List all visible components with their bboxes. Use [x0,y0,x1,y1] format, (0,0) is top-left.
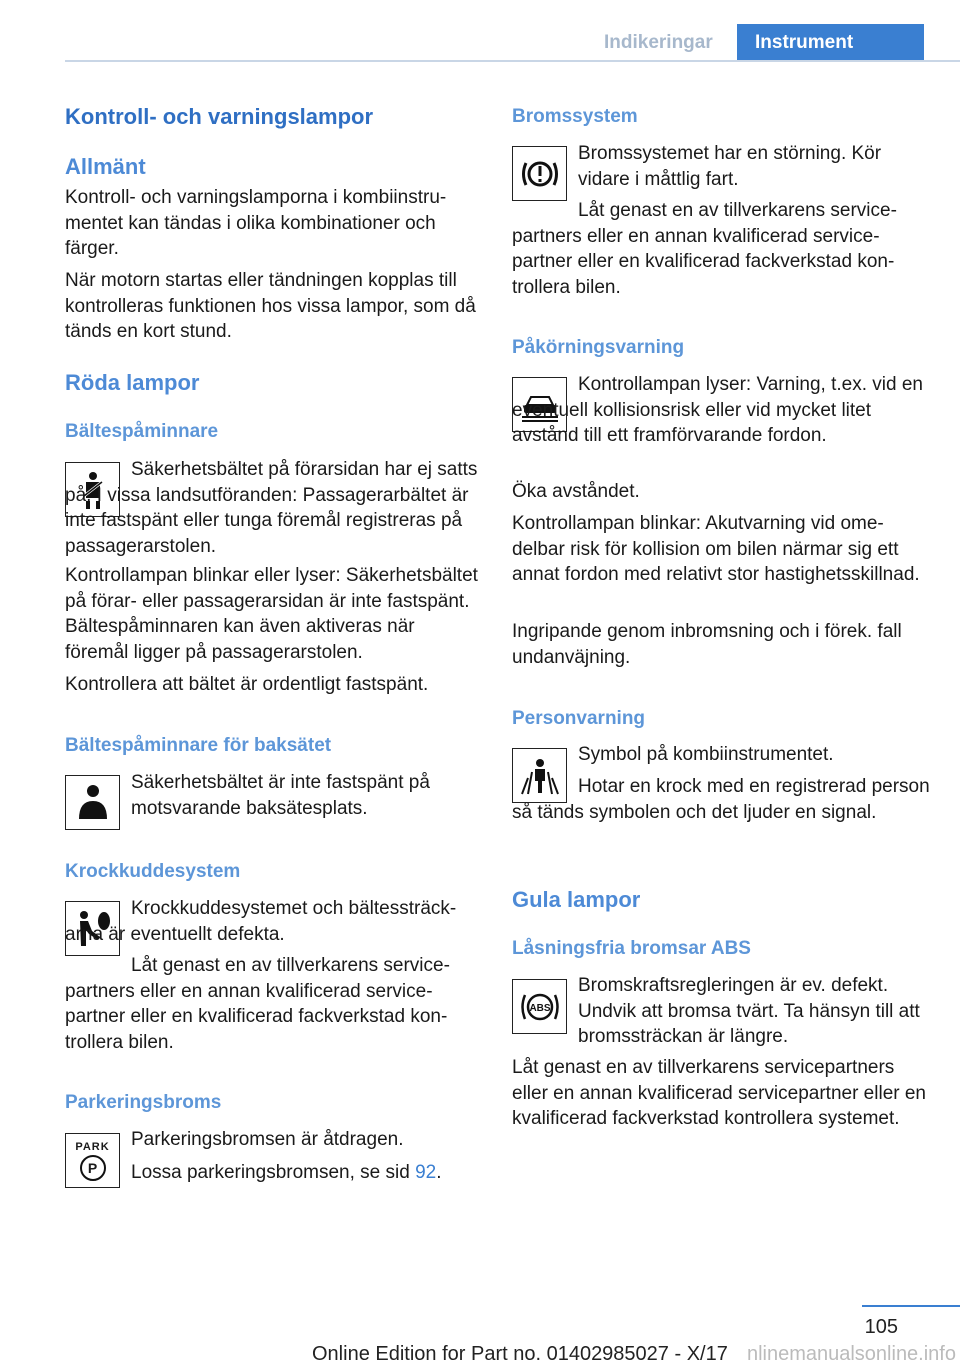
rear-seatbelt-icon [65,775,120,830]
page-link-92[interactable]: 92 [415,1162,437,1183]
allmant-text-2: När motorn startas eller tändningen kopplas till kontrolleras funktionen hos vissa lampor, som då tänds en kort stund. [65,270,476,342]
subheading-rearbelt: Bältespåminnare för baksätet [65,735,332,756]
subheading-brakesystem: Bromssystem [512,106,638,127]
subheading-parkingbrake: Parkeringsbroms [65,1092,222,1113]
tab-indikeringar[interactable]: Indikeringar [604,32,713,53]
rear-seatbelt-graphic [71,781,115,825]
abs-warning-graphic [518,985,562,1029]
section-heading-gula: Gula lampor [512,887,641,912]
person-text-1: Symbol på kombiinstrumentet. [578,744,834,765]
brake-warning-graphic [518,152,562,196]
collision-text-2: Öka avståndet. [512,481,640,502]
subheading-person: Personvarning [512,708,646,729]
parkingbrake-text-2-post: . [436,1162,442,1183]
footer-rule [862,1305,960,1307]
allmant-text-1: Kontroll- och varningslamporna i kombiinstrumentet kan tändas i olika kombinationer och färger. [65,187,447,259]
collision-text-1: Kontrollampan lyser: Varning, t.ex. vid en eventuell kollisionsrisk eller vid mycket litet avstånd till ett framförvarande fordon. [512,374,923,446]
subheading-collision: Påkörningsvarning [512,337,685,358]
brake-warning-icon [512,146,567,201]
tab-instrument[interactable]: Instrument [737,24,924,61]
beltreminder-text-3: Kontrollera att bältet är ordentligt fastspänt. [65,674,429,695]
edition-note: Online Edition for Part no. 01402985027 - X/17 [312,1343,728,1365]
collision-text-4: Ingripande genom inbromsning och i förek. fall undanväjning. [512,621,902,668]
parkingbrake-text-1: Parkeringsbromsen är åtdragen. [131,1129,404,1150]
abs-text-2: Låt genast en av tillverkarens servicepartners eller en annan kvalificerad servicepartner eller en kvalificerad fackverkstad kontrollera systemet. [512,1057,927,1129]
rearbelt-text: Säkerhetsbältet är inte fastspänt på motsvarande baksätesplats. [131,772,430,819]
abs-icon-label: ABS [528,1002,551,1014]
beltreminder-text-1: Säkerhetsbältet på förarsidan har ej satts på. I vissa landsutföranden: Passagerarbältet är inte fastspänt eller tunga föremål registreras på passagerarstolen. [65,459,478,557]
airbag-text-2: Låt genast en av tillverkarens servicepartners eller en annan kvalificerad servicepartner eller en kvalificerad fackverkstad kontrollera bilen. [65,955,450,1053]
watermark: nlinemanualsonline.info [746,1343,956,1365]
collision-text-3: Kontrollampan blinkar: Akutvarning vid omedelbar risk för kollision om bilen närmar sig ett annat fordon med relativt stor hastighetsskillnad. [512,513,920,585]
brakesystem-text-1: Bromssystemet har en störning. Kör vidare i måttlig fart. [578,143,882,190]
header-rule [65,60,960,62]
page-number: 105 [864,1316,898,1338]
airbag-text-1: Krockkuddesystemet och bältessträckarna är eventuellt defekta. [65,898,457,945]
abs-text-1: Bromskraftsregleringen är ev. defekt. Undvik att bromsa tvärt. Ta hänsyn till att bromssträckan är längre. [578,975,920,1047]
abs-warning-icon [512,979,567,1034]
section-heading-roda: Röda lampor [65,370,200,395]
parkingbrake-text-2-pre: Lossa parkeringsbromsen, se sid [131,1162,416,1183]
parkingbrake-text-2 [131,1160,481,1186]
park-icon-symbol: P [80,1155,106,1181]
subheading-beltreminder: Bältespåminnare [65,421,219,442]
beltreminder-text-2: Kontrollampan blinkar eller lyser: Säkerhetsbältet på förar- eller passagerarsidan är inte fastspänt. Bältespåminnaren kan även aktiveras när föremål ligger på passagerarstolen. [65,565,478,663]
subheading-airbag: Krockkuddesystem [65,861,241,882]
section-heading-allmant: Allmänt [65,154,146,179]
person-text-2: Hotar en krock med en registrerad person så tänds symbolen och det ljuder en signal. [512,776,930,823]
brakesystem-text-2: Låt genast en av tillverkarens servicepartners eller en annan kvalificerad servicepartner eller en kvalificerad fackverkstad kontrollera bilen. [512,200,897,298]
park-icon-label: PARK [75,1140,110,1153]
parking-brake-icon [65,1133,120,1188]
subheading-abs: Låsningsfria bromsar ABS [512,938,751,959]
page-title: Kontroll- och varningslampor [65,104,374,129]
